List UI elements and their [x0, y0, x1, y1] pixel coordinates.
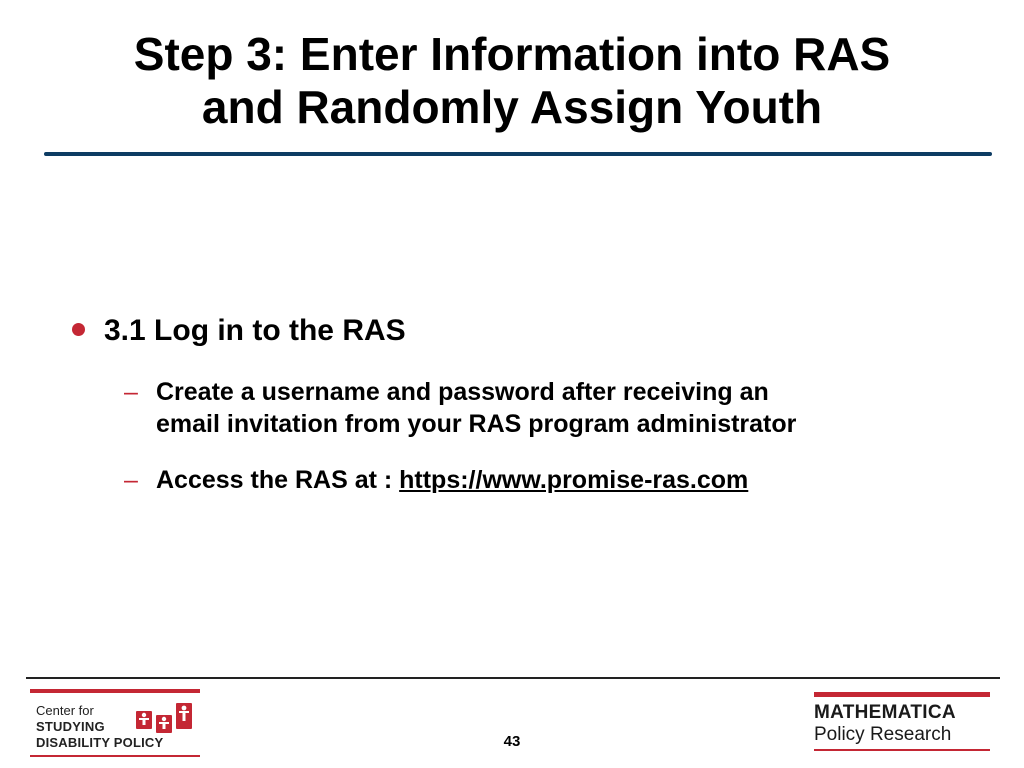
csdp-logo [30, 689, 200, 761]
dash-icon: – [124, 378, 138, 406]
title-divider [44, 152, 992, 156]
sub-bullet-text-line-1: Create a username and password after receiving an [156, 378, 769, 406]
ras-url-link[interactable]: https://www.promise-ras.com [399, 466, 749, 494]
mathematica-logo-line-1: MATHEMATICA [814, 702, 956, 723]
logo-top-bar [30, 689, 200, 693]
mathematica-logo [814, 692, 990, 756]
people-figures-icon [134, 699, 194, 741]
dash-icon: – [124, 466, 138, 494]
csdp-logo-line-3: DISABILITY POLICY [36, 735, 164, 750]
logo-bottom-bar [30, 755, 200, 757]
page-number: 43 [503, 733, 521, 750]
sub-bullet-text [156, 464, 748, 496]
sub-bullet-prefix: Access the RAS at : [156, 466, 400, 494]
logo-top-bar [814, 692, 990, 697]
footer-divider [26, 677, 1000, 679]
sub-bullet-text [156, 376, 796, 440]
bullet-dot-icon [72, 323, 85, 336]
sub-bullet-text-line-2: email invitation from your RAS program administrator [156, 410, 797, 438]
sub-bullet-item [124, 376, 984, 440]
bullet-item [72, 314, 972, 348]
sub-bullet-item [124, 464, 984, 496]
logo-bottom-bar [814, 749, 990, 751]
mathematica-logo-line-2: Policy Research [814, 724, 952, 745]
bullet-text: 3.1 Log in to the RAS [104, 314, 406, 347]
csdp-logo-line-1: Center for [36, 703, 94, 718]
csdp-logo-line-2: STUDYING [36, 719, 105, 734]
slide-title [40, 28, 984, 134]
slide-title-line-2: and Randomly Assign Youth [201, 81, 823, 133]
slide-title-line-1: Step 3: Enter Information into RAS [133, 28, 891, 80]
